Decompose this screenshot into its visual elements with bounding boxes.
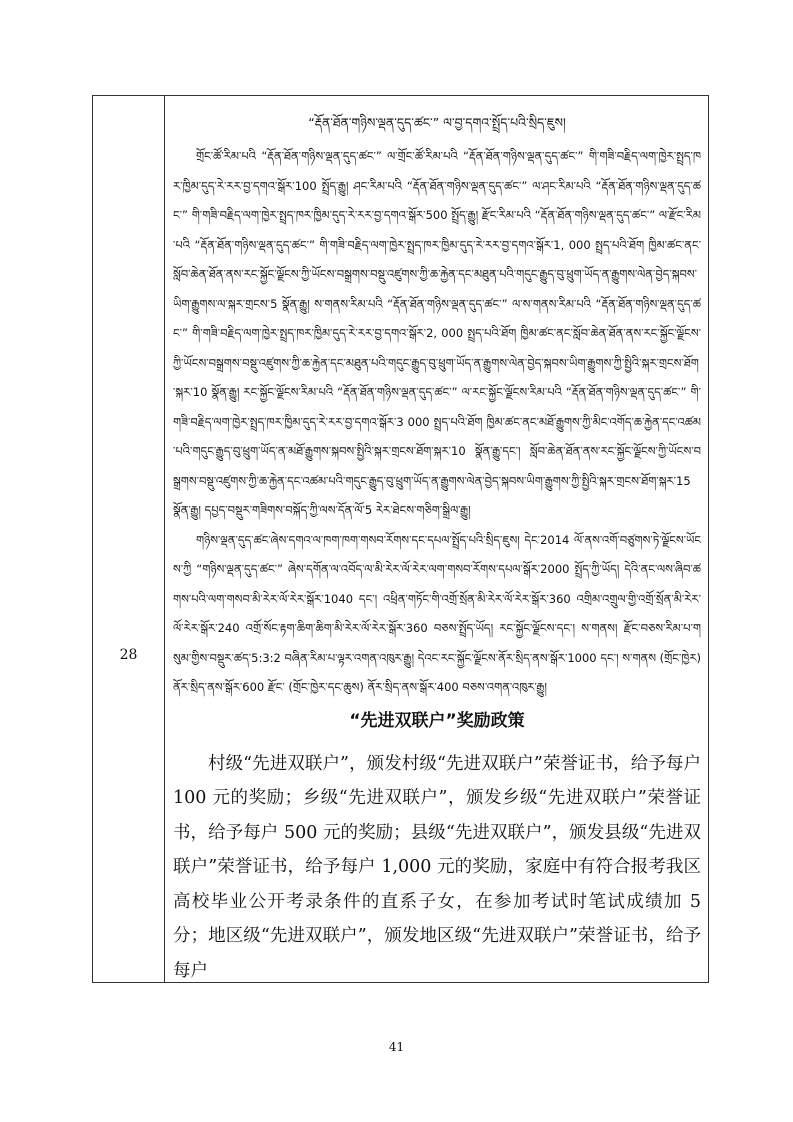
chinese-paragraph: 村级“先进双联户”，颁发村级“先进双联户”荣誉证书，给予每户 100 元的奖励；乡级“先进双联户”，颁发乡级“先进双联户”荣誉证书，给予每户 500 元的奖励；县级“先进双联户”，颁发县级“先进双联户”荣誉证书，给予每户 1,000 元的奖励，家庭中有符合报考我区高校毕业公开考录条件的直系子女，在参加考试时笔试成绩加 5 分；地区级“先进双联户”，颁发地区级“先进双联户”荣誉证书，给予每户 xyxy=(173,753,701,981)
column-divider xyxy=(164,96,165,982)
tibetan-section-title: “རྡོན་ཐོན་གཉིས་ལྡན་དུད་ཚང་” ལ་བྱ་དགའ་སྤྲོད་པའི་སྲིད་ཇུས། xyxy=(308,115,566,130)
policy-content-cell xyxy=(173,106,701,982)
row-number: 28 xyxy=(119,647,138,663)
tibetan-paragraph-1: གྲོང་ཚོ་རིམ་པའི “རྡོན་ཐོན་གཉིས་ལྡན་དུད་ཚང་” ལ་གྲོང་ཚོ་རིམ་པའི “རྡོན་ཐོན་གཉིས་ལྡན་དུད་ཚང་” གི་གཟི་བརྗིད་ལག་ཁྱེར་སྤྲད་ཁར་ཁྱིམ་དུད་རེ་རར་བྱ་དགའ་སྒོར་100 སྤྲོད་རྒྱུ། ཤང་རིམ་པའི “རྡོན་ཐོན་གཉིས་ལྡན་དུད་ཚང་” ལ་ཤང་རིམ་པའི “རྡོན་ཐོན་གཉིས་ལྡན་དུད་ཚང་” གི་གཟི་བརྗིད་ལག་ཁྱེར་སྤྲད་ཁར་ཁྱིམ་དུད་རེ་རར་བྱ་དགའ་སྒོར་500 སྤྲོད་རྒྱུ། རྫོང་རིམ་པའི “རྡོན་ཐོན་གཉིས་ལྡན་དུད་ཚང་” ལ་རྫོང་རིམ་པའི “རྡོན་ཐོན་གཉིས་ལྡན་དུད་ཚང་” གི་གཟི་བརྗིད་ལག་ཁྱེར་སྤྲད་ཁར་ཁྱིམ་དུད་རེ་རར་བྱ་དགའ་སྒོར་1, 000 སྤྲད་པའི་ཐོག ཁྱིམ་ཚང་ནང་སློབ་ཆེན་ཐོན་ནས་རང་སྐྱོང་ལྗོངས་ཀྱི་ཡོངས་བསྒྲགས་བསྡུ་འཛུགས་ཀྱི་ཆ་རྐྱེན་དང་མཐུན་པའི་གདུང་རྒྱུད་བུ་ཕྲུག་ཡོད་ན་རྒྱུགས་ལེན་བྱེད་སྐབས་ཡིག་རྒྱུགས་ལ་སྐར་གྲངས་5 སྣོན་རྒྱུ། ས་གནས་རིམ་པའི “རྡོན་ཐོན་གཉིས་ལྡན་དུད་ཚང་” ལ་ས་གནས་རིམ་པའི “རྡོན་ཐོན་གཉིས་ལྡན་དུད་ཚང་” གི་གཟི་བརྗིད་ལག་ཁྱེར་སྤྲད་ཁར་ཁྱིམ་དུད་རེ་རར་བྱ་དགའ་སྒོར་2, 000 སྤྲད་པའི་ཐོག ཁྱིམ་ཚང་ནང་སློབ་ཆེན་ཐོན་ནས་རང་སྐྱོང་ལྗོངས་ཀྱི་ཡོངས་བསྒྲགས་བསྡུ་འཛུགས་ཀྱི་ཆ་རྐྱེན་དང་མཐུན་པའི་གདུང་རྒྱུད་བུ་ཕྲུག་ཡོད་ན་རྒྱུགས་ལེན་བྱེད་སྐབས་ཡིག་རྒྱུགས་ཀྱི་སྤྱིའི་སྐར་གྲངས་ཐོག་སྐར་10 སྣོན་རྒྱུ། རང་སྐྱོང་ལྗོངས་རིམ་པའི “རྡོན་ཐོན་གཉིས་ལྡན་དུད་ཚང་” ལ་རང་སྐྱོང་ལྗོངས་རིམ་པའི “རྡོན་ཐོན་གཉིས་ལྡན་དུད་ཚང་” གི་གཟི་བརྗིད་ལག་ཁྱེར་སྤྲད་ཁར་ཁྱིམ་དུད་རེ་རར་བྱ་དགའ་སྒོར་3 000 སྤྲད་པའི་ཐོག ཁྱིམ་ཚང་ནང་མཐོ་རྒྱུགས་ཀྱི་མིང་འགོད་ཆ་རྐྱེན་དང་འཚམ་པའི་གདུང་རྒྱུད་བུ་ཕྲུག་ཡོད་ན་མཐོ་རྒྱུགས་སྐབས་སྤྱིའི་སྐར་གྲངས་ཐོག་སྐར་10 སྣོན་རྒྱུ་དང་། སློབ་ཆེན་ཐོན་ནས་རང་སྐྱོང་ལྗོངས་ཀྱི་ཡོངས་བསྒྲགས་བསྡུ་འཛུགས་ཀྱི་ཆ་རྐྱེན་དང་འཚམ་པའི་གདུང་རྒྱུད་བུ་ཕྲུག་ཡོད་ན་རྒྱུགས་ལེན་བྱེད་སྐབས་ཡིག་རྒྱུགས་ཀྱི་སྤྱིའི་སྐར་གྲངས་ཐོག་སྐར་15 སྣོན་རྒྱུ། དཔྱད་བསྡུར་གཟིགས་བསྐོད་ཀྱི་ལས་དོན་ལོ་5 རེར་ཐེངས་གཅིག་སྒྲིལ་རྒྱུ། xyxy=(173,149,701,517)
tibetan-paragraph-2: གཉིས་ལྡན་དུད་ཚང་ཞེས་དགའ་ལ་ཁག་ཁག་གསབ་རོགས་དང་དཔལ་སྤྲོད་པའི་སྲིད་ཇུས། དེང་2014 ལོ་ནས་འགོ་བཙུགས་ཏེ་ལྗོངས་ཡོངས་ཀྱི “གཉིས་ལྡན་དུད་ཚང་” ཞེས་དགོན་ལ་འབོད་ལ་མི་རེར་ལོ་རེར་ལག་གསབ་རོགས་དཔལ་སྒོར་2000 སྤྲོད་ཀྱི་ཡོད། དེའི་ནང་ལས་ཞིབ་ཚགས་པའི་ལག་གསབ་མི་རེར་ལོ་རེར་སྒོར་1040 དང་། འཕྲིན་གཏོང་གི་འགྲོ་སྲོན་མི་རེར་ལོ་རེར་སྒོར་360 འགྲིམ་འགྲུལ་གྱི་འགྲོ་སྲོན་མི་རེར་ལོ་རེར་སྒོར་240 འགྲོ་སོང་རྟག་ཆིག་ཆིག་མི་རེར་ལོ་རེར་སྒོར་360 བཅས་སྤྲོད་ཡོད། རང་སྐྱོང་ལྗོངས་དང་། ས་གནས། རྫོང་བཅས་རིམ་པ་གསུམ་གྱིས་བསྡུར་ཚད་5:3:2 བཞིན་རིམ་པ་ལྟར་འགན་འཁུར་རྒྱུ། དེའང་རང་སྐྱོང་ལྗོངས་ནོར་སྲིད་ནས་སྒོར་1000 དང་། ས་གནས (གྲོང་ཁྱེར) ནོར་སྲིད་ནས་སྒོར་600 རྫོང་ (གྲོང་ཁྱེར་དང་ཆུས) ནོར་སྲིད་ནས་སྒོར་400 བཅས་འགན་འཁུར་རྒྱུ། xyxy=(173,532,701,694)
policy-table xyxy=(92,95,709,983)
chinese-section-title: “先进双联户”奖励政策 xyxy=(349,710,525,731)
page-number: 41 xyxy=(388,1040,405,1054)
